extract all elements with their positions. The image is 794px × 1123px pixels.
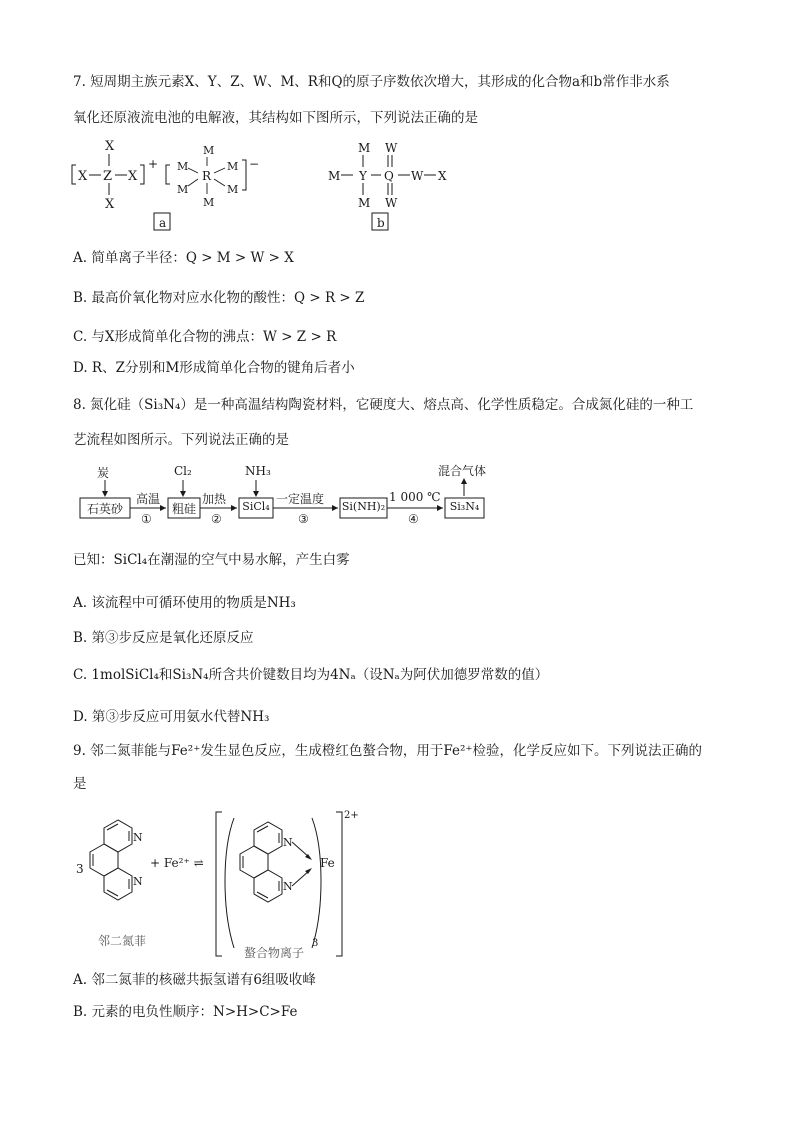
svg-text:−: − [249, 157, 260, 171]
reactant-name: 邻二氮菲 [98, 934, 147, 948]
plus-fe2-equilibrium: + Fe²⁺ ⇌ [150, 856, 204, 870]
svg-text:R: R [202, 169, 212, 183]
reactant-coefficient: 3 [76, 862, 84, 876]
structure-a [70, 138, 270, 234]
flow-box-crude-silicon: 粗硅 [171, 502, 196, 516]
svg-text:W: W [385, 141, 398, 155]
structure-b-label: b [377, 216, 385, 230]
flow-condition-1: 高温 [136, 492, 161, 506]
product-name: 螯合物离子 [244, 946, 305, 960]
svg-text:Q: Q [384, 169, 394, 183]
svg-text:M: M [177, 183, 189, 196]
chelate-subscript-3: 3 [312, 938, 319, 949]
flow-box-si3n4: Si₃N₄ [449, 500, 480, 513]
q8-option-b: B. 第③步反应是氧化还原反应 [73, 630, 254, 646]
svg-text:M: M [177, 160, 189, 173]
flow-input-carbon: 炭 [97, 466, 110, 480]
svg-text:M: M [203, 196, 215, 209]
q9-stem-line2: 是 [73, 776, 87, 792]
flow-condition-2: 加热 [202, 492, 227, 506]
svg-text:+: + [148, 157, 159, 171]
q8-known: 已知：SiCl₄在潮湿的空气中易水解，产生白雾 [73, 552, 350, 568]
svg-text:N: N [283, 880, 293, 893]
q7-option-d: D. R、Z分别和M形成简单化合物的键角后者小 [73, 360, 355, 376]
flow-step-1: ① [141, 512, 152, 526]
q9-option-b: B. 元素的电负性顺序：N>H>C>Fe [73, 1004, 298, 1020]
q7-stem-line2: 氧化还原液流电池的电解液，其结构如下图所示，下列说法正确的是 [73, 110, 478, 126]
chelate-fe: Fe [320, 856, 335, 870]
svg-text:X: X [78, 169, 88, 184]
flow-input-cl2: Cl₂ [174, 464, 192, 478]
q8-stem-line2: 艺流程如图所示。下列说法正确的是 [73, 432, 289, 448]
chelate-charge: 2+ [344, 810, 359, 821]
flow-step-4: ④ [408, 512, 419, 526]
svg-text:N: N [283, 836, 293, 849]
svg-text:M: M [227, 183, 239, 196]
svg-text:W: W [385, 196, 398, 210]
svg-text:X: X [105, 197, 115, 212]
svg-text:X: X [105, 139, 115, 154]
q7-stem-line1: 7. 短周期主族元素X、Y、Z、W、M、R和Q的原子序数依次增大，其形成的化合物a和b常作非水系 [73, 74, 670, 90]
q9-option-a: A. 邻二氮菲的核磁共振氢谱有6组吸收峰 [73, 972, 316, 988]
q7-option-c: C. 与X形成简单化合物的沸点：W > Z > R [73, 329, 337, 345]
svg-text:W: W [411, 169, 424, 183]
q7-option-a: A. 简单离子半径：Q > M > W > X [73, 250, 294, 266]
flow-condition-3: 一定温度 [276, 492, 325, 506]
svg-text:Z: Z [103, 169, 113, 184]
reaction-scheme [74, 810, 374, 960]
flow-condition-4: 1 000 ℃ [389, 490, 441, 504]
q7-option-b: B. 最高价氧化物对应水化物的酸性：Q > R > Z [73, 290, 365, 306]
svg-text:M: M [203, 144, 215, 157]
q8-option-c: C. 1molSiCl₄和Si₃N₄所含共价键数目均为4Nₐ（设Nₐ为阿伏加德罗常数的值） [73, 667, 549, 683]
q8-option-a: A. 该流程中可循环使用的物质是NH₃ [73, 595, 296, 611]
flow-box-quartz-sand: 石英砂 [86, 502, 123, 516]
svg-text:M: M [358, 196, 371, 210]
flow-step-3: ③ [298, 512, 309, 526]
process-flow-diagram [78, 462, 498, 532]
q8-option-d: D. 第③步反应可用氨水代替NH₃ [73, 709, 270, 725]
svg-text:M: M [358, 141, 371, 155]
svg-text:M: M [328, 169, 341, 183]
svg-text:X: X [438, 169, 447, 183]
flow-output-mixed-gas: 混合气体 [438, 464, 487, 478]
svg-text:M: M [227, 160, 239, 173]
svg-text:Y: Y [359, 169, 367, 183]
structure-a-label: a [159, 216, 167, 230]
svg-text:N: N [133, 875, 143, 888]
flow-box-si-nh2: Si(NH)₂ [341, 500, 386, 513]
svg-text:X: X [128, 169, 138, 184]
flow-step-2: ② [211, 512, 222, 526]
flow-box-sicl4: SiCl₄ [242, 500, 270, 513]
structure-b [322, 138, 462, 234]
q9-stem-line1: 9. 邻二氮菲能与Fe²⁺发生显色反应，生成橙红色螯合物，用于Fe²⁺检验，化学反应如下。下列说法正确的 [73, 743, 702, 759]
flow-input-nh3: NH₃ [245, 464, 271, 478]
svg-text:N: N [133, 831, 143, 844]
q8-stem-line1: 8. 氮化硅（Si₃N₄）是一种高温结构陶瓷材料，它硬度大、熔点高、化学性质稳定。合成氮化硅的一种工 [73, 397, 694, 413]
